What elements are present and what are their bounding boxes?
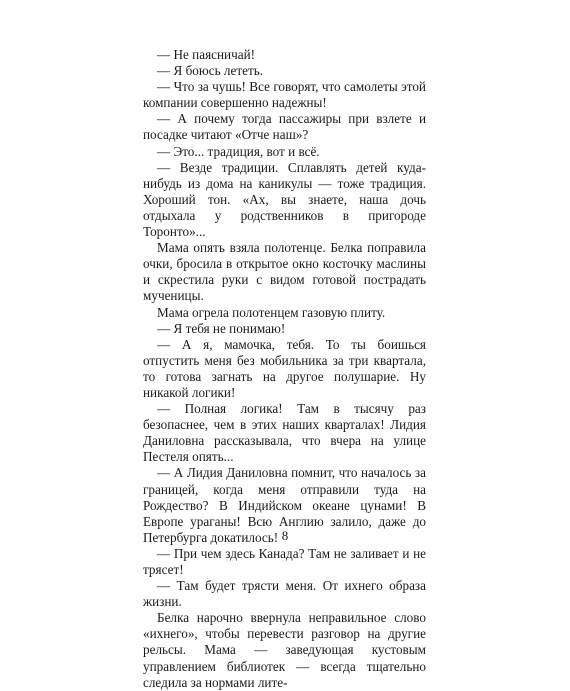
page-number: 8	[281, 528, 289, 543]
paragraph: — Не паясничай!	[157, 47, 256, 62]
paragraph: — Я боюсь лететь.	[157, 63, 264, 79]
paragraph: — Что за чушь! Все говорят, что самолеты этой компании совершенно надежны!	[143, 79, 426, 111]
paragraph: — Там будет трясти меня. От ихнего образа жизни.	[143, 578, 426, 610]
paragraph: Белка нарочно ввернула неправильное слово «ихнего», чтобы перевести разговор на другие рельсы. Мама — заведующая кустовым управлением библиотек — всегда тщательно следила за нормами лите-	[143, 610, 426, 690]
paragraph: — Это... традиция, вот и всё.	[157, 143, 320, 159]
paragraph: — А почему тогда пассажиры при взлете и посадке читают «Отче наш»?	[143, 111, 426, 143]
paragraph: Мама опять взяла полотенце. Белка поправила очки, бросила в открытое окно косточку маслины и скрестила руки с видом готовой пострадать мученицы.	[143, 240, 426, 304]
page-body-text	[143, 47, 426, 691]
paragraph: — А Лидия Даниловна помнит, что началось за границей, когда меня отправили туда на Рождество? В Индийском океане цунами! В Европе ураганы! Всю Англию залило, даже до Петербурга докатилось!	[143, 465, 426, 545]
paragraph: — Везде традиции. Сплавлять детей куда-нибудь из дома на каникулы — тоже традиция. Хороший тон. «Ах, вы знаете, наша дочь отдыхала у родственников в пригороде Торонто»...	[143, 159, 426, 240]
paragraph: — А я, мамочка, тебя. То ты боишься отпустить меня без мобильника за три квартала, то готова загнать на другое полушарие. Ну никакой логики!	[143, 336, 426, 400]
paragraph: — При чем здесь Канада? Там не заливает и не трясет!	[143, 545, 426, 577]
paragraph: — Я тебя не понимаю!	[157, 320, 286, 336]
paragraph: — Полная логика! Там в тысячу раз безопаснее, чем в этих наших кварталах! Лидия Даниловна рассказывала, что вчера на улице Пестеля опять...	[143, 401, 426, 465]
paragraph: Мама огрела полотенцем газовую плиту.	[157, 304, 386, 320]
